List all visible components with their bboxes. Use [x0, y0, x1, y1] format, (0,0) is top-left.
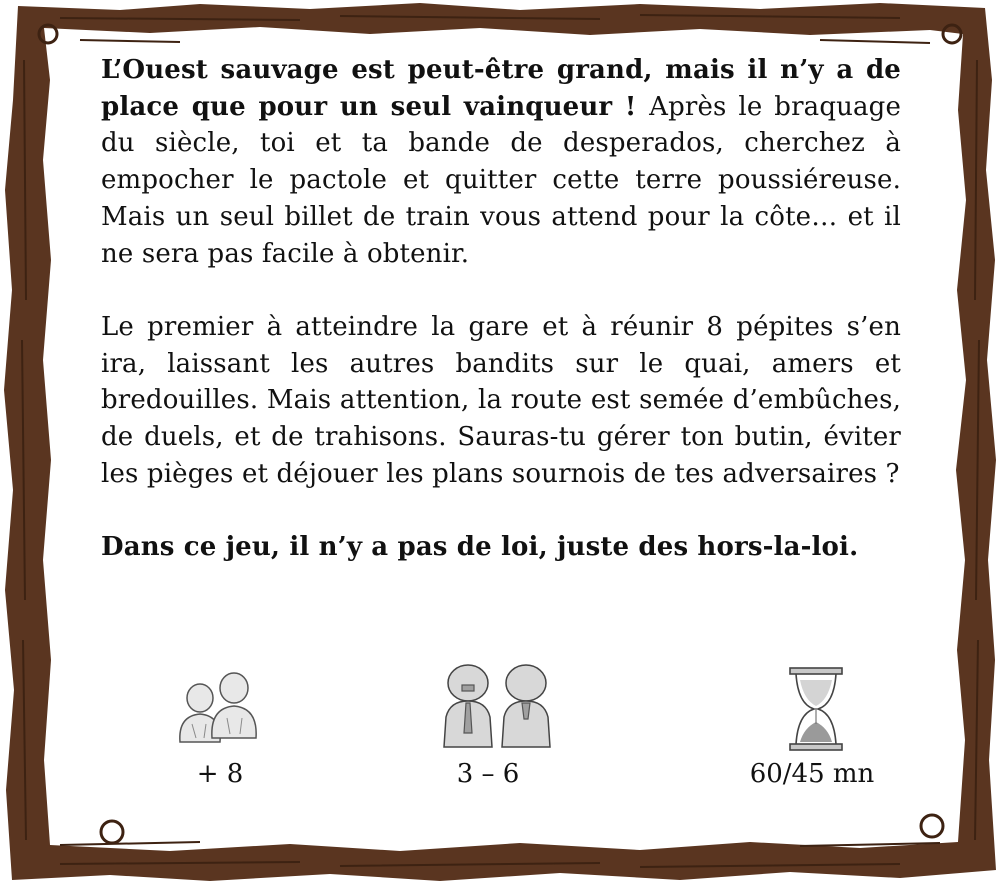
- rules-paragraph: Le premier à atteindre la gare et à réunir 8 pépites s’en ira, laissant les autres bandits sur le quai, amers et bredouilles. Mais attention, la route est semée d’embûches, de duels, et de trahisons. Sauras-tu gérer ton butin, éviter les pièges et déjouer les plans sournois de tes adversaires ?: [101, 311, 901, 489]
- duration-label: 60/45 mn: [749, 759, 875, 789]
- players-age-icon: [172, 668, 266, 748]
- player-count-icon: [436, 663, 556, 751]
- hourglass-icon: [786, 666, 846, 752]
- intro-rest: Après le braquage du siècle, toi et ta bande de desperados, cherchez à empocher le pactole et quitter cette terre poussiéreuse. Mais un seul billet de train vous attend pour la côte… et il ne sera pas facile à obtenir.: [101, 91, 901, 269]
- intro-lead-punct: !: [612, 91, 650, 122]
- intro-paragraph: [101, 52, 901, 272]
- tagline: Dans ce jeu, il n’y a pas de loi, juste des hors-la-loi.: [101, 532, 859, 563]
- player-count-label: 3 – 6: [456, 759, 520, 789]
- intro-lead: L’Ouest sauvage est peut-être grand, mais il n’y a de place que pour un seul vainqueur: [101, 55, 901, 122]
- description-text: [101, 52, 901, 566]
- age-label: + 8: [196, 759, 244, 789]
